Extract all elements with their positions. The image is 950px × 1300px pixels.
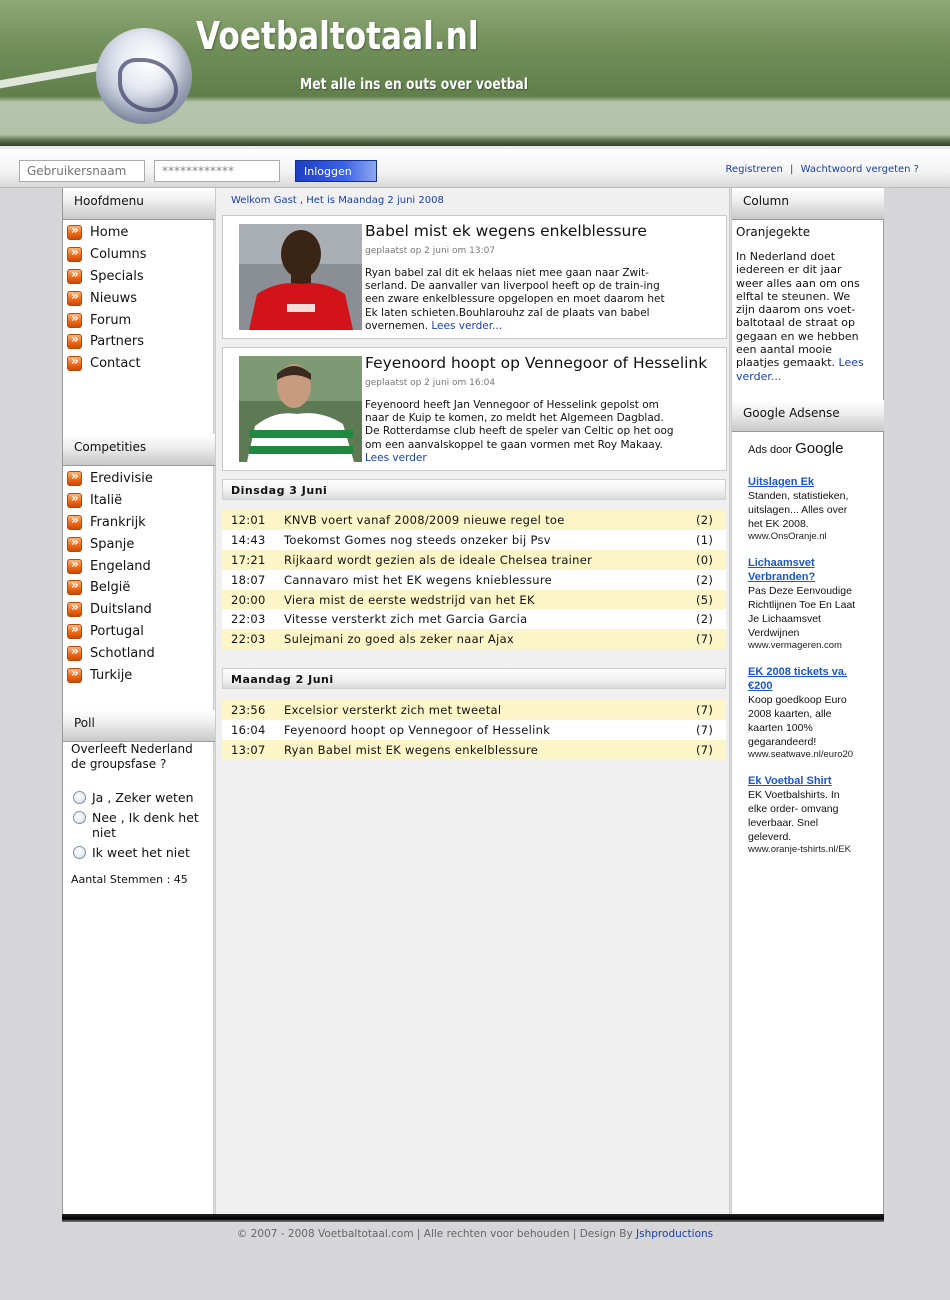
arrow-bullet-icon <box>67 313 82 328</box>
article-title[interactable]: Feyenoord hoopt op Vennegoor of Hesselink <box>365 354 708 372</box>
ad-text: Standen, statistieken, uitslagen... Alles over het EK 2008. <box>748 490 849 530</box>
radio-button[interactable] <box>73 791 86 804</box>
article-title[interactable]: Babel mist ek wegens enkelblessure <box>365 222 647 240</box>
footer <box>0 1228 950 1240</box>
article-meta: geplaatst op 2 juni om 13:07 <box>365 246 496 256</box>
competition-item[interactable] <box>67 555 155 577</box>
arrow-bullet-icon <box>67 225 82 240</box>
news-time: 18:07 <box>231 572 266 587</box>
ad-text: Koop goedkoop Euro 2008 kaarten, alle kaarten 100% gegarandeerd! <box>748 694 847 748</box>
main-menu <box>67 222 147 375</box>
news-time: 12:01 <box>231 512 266 527</box>
arrow-bullet-icon <box>67 269 82 284</box>
competition-label: België <box>90 580 131 596</box>
news-headline[interactable]: Feyenoord hoopt op Vennegoor of Hesselink <box>284 722 551 737</box>
comment-count: (7) <box>696 632 714 647</box>
news-headline[interactable]: Toekomst Gomes nog steeds onzeker bij Psv <box>284 532 551 547</box>
left-divider <box>213 188 216 1216</box>
ad-url[interactable]: www.OnsOranje.nl <box>748 531 827 542</box>
competition-label: Eredivisie <box>90 471 153 487</box>
news-row[interactable] <box>222 550 726 570</box>
comment-count: (2) <box>696 512 714 527</box>
news-time: 20:00 <box>231 592 266 607</box>
register-link[interactable]: Registreren <box>725 164 783 175</box>
news-row[interactable] <box>222 510 726 530</box>
ad-title[interactable]: Lichaamsvet Verbranden? <box>748 557 816 583</box>
column-heading: Column <box>732 188 884 220</box>
main-menu-item[interactable] <box>67 309 147 331</box>
poll-option-2[interactable] <box>71 810 211 840</box>
news-headline[interactable]: Rijkaard wordt gezien als de ideale Chelsea trainer <box>284 552 593 567</box>
main-menu-item[interactable] <box>67 287 147 309</box>
arrow-bullet-icon <box>67 334 82 349</box>
article-body <box>365 267 675 333</box>
competitions-menu <box>67 468 155 686</box>
main-menu-item[interactable] <box>67 266 147 288</box>
main-menu-label: Nieuws <box>90 290 137 306</box>
arrow-bullet-icon <box>67 471 82 486</box>
competition-item[interactable] <box>67 621 155 643</box>
competition-label: Italië <box>90 493 123 509</box>
article-photo[interactable] <box>239 224 362 330</box>
article-photo[interactable] <box>239 356 362 462</box>
football-icon <box>96 28 192 124</box>
ads-heading: Google Adsense <box>732 400 884 432</box>
poll-heading: Poll <box>63 710 215 742</box>
ad-text: EK Voetbalshirts. In elke order- omvang leverbaar. Snel geleverd. <box>748 789 840 843</box>
ad-item <box>748 665 860 760</box>
news-list <box>222 510 726 649</box>
ad-item <box>748 774 860 855</box>
competition-label: Turkije <box>90 667 133 683</box>
article-meta: geplaatst op 2 juni om 16:04 <box>365 378 496 388</box>
poll-option-1[interactable] <box>71 790 211 805</box>
right-divider <box>729 188 732 1216</box>
competition-item[interactable] <box>67 490 155 512</box>
ad-item <box>748 475 860 542</box>
comment-count: (7) <box>696 742 714 757</box>
news-row[interactable] <box>222 530 726 550</box>
ad-item <box>748 556 860 651</box>
login-bar <box>0 146 950 188</box>
main-menu-label: Contact <box>90 356 141 372</box>
ads-block <box>748 440 860 869</box>
comment-count: (7) <box>696 722 714 737</box>
competition-label: Spanje <box>90 536 135 552</box>
main-menu-heading: Hoofdmenu <box>63 188 215 220</box>
comment-count: (0) <box>696 552 714 567</box>
news-time: 16:04 <box>231 722 266 737</box>
news-time: 22:03 <box>231 612 266 627</box>
day-heading: Dinsdag 3 Juni <box>222 479 726 500</box>
login-button[interactable]: Inloggen <box>295 160 377 182</box>
competition-item[interactable] <box>67 468 155 490</box>
arrow-bullet-icon <box>67 247 82 262</box>
competition-label: Engeland <box>90 558 151 574</box>
news-time: 13:07 <box>231 742 266 757</box>
designer-link[interactable]: Jshproductions <box>636 1228 714 1240</box>
main-menu-item[interactable] <box>67 222 147 244</box>
article-text: Feyenoord heeft Jan Vennegoor of Hesselink gepolst om naar de Kuip te komen, zo meldt het Algemeen Dagblad. De Rotterdamse club heeft de speler van Celtic op het oog om een aanvalskoppel te gaan vormen met Roy Makaay. <box>365 399 674 451</box>
welcome-message: Welkom Gast , Het is Maandag 2 juni 2008 <box>231 195 444 206</box>
news-headline[interactable]: Cannavaro mist het EK wegens knieblessure <box>284 572 552 587</box>
column-text: In Nederland doet iedereen er dit jaar weer alles aan om ons elftal te steunen. We zijn daarom ons voet-baltotaal de straat op gegaan en we hebben een aantal mooie plaatjes gemaakt. <box>736 250 860 370</box>
ads-by-label: Ads door <box>748 444 793 456</box>
main-menu-item[interactable] <box>67 244 147 266</box>
arrow-bullet-icon <box>67 559 82 574</box>
competition-item[interactable] <box>67 642 155 664</box>
news-time: 22:03 <box>231 632 266 647</box>
site-tagline: Met alle ins en outs over voetbal <box>300 75 528 93</box>
competition-label: Schotland <box>90 645 155 661</box>
main-menu-label: Forum <box>90 312 132 328</box>
competition-item[interactable] <box>67 533 155 555</box>
column-subtitle[interactable]: Oranjegekte <box>736 225 811 239</box>
arrow-bullet-icon <box>67 646 82 661</box>
password-input[interactable] <box>154 160 280 182</box>
account-links <box>725 164 919 175</box>
comment-count: (7) <box>696 702 714 717</box>
ad-url[interactable]: www.oranje-tshirts.nl/EK <box>748 844 851 855</box>
news-headline[interactable]: Sulejmani zo goed als zeker naar Ajax <box>284 632 515 647</box>
news-time: 14:43 <box>231 532 266 547</box>
news-row[interactable] <box>222 740 726 760</box>
main-menu-label: Specials <box>90 268 144 284</box>
google-logo: Google <box>795 440 844 457</box>
arrow-bullet-icon <box>67 493 82 508</box>
arrow-bullet-icon <box>67 624 82 639</box>
ad-url[interactable]: www.seatwave.nl/euro20 <box>748 749 854 760</box>
forgot-password-link[interactable]: Wachtwoord vergeten ? <box>800 164 919 175</box>
ad-title[interactable]: Ek Voetbal Shirt <box>748 775 832 787</box>
news-time: 17:21 <box>231 552 266 567</box>
day-heading: Maandag 2 Juni <box>222 668 726 689</box>
main-menu-label: Partners <box>90 334 145 350</box>
news-headline[interactable]: Vitesse versterkt zich met Garcia Garcia <box>284 612 528 627</box>
comment-count: (5) <box>696 592 714 607</box>
column-read-more-link[interactable]: Lees verder... <box>736 356 864 383</box>
competition-item[interactable] <box>67 577 155 599</box>
news-row[interactable] <box>222 700 726 720</box>
link-separator: | <box>790 164 794 175</box>
ads-list <box>748 475 860 855</box>
competition-label: Portugal <box>90 623 144 639</box>
main-menu-label: Home <box>90 225 129 241</box>
news-time: 23:56 <box>231 702 266 717</box>
ad-url[interactable]: www.vermageren.com <box>748 640 842 651</box>
username-input[interactable] <box>19 160 145 182</box>
main-menu-item[interactable] <box>67 353 147 375</box>
ad-text: Pas Deze Eenvoudige Richtlijnen Toe En Laat Je Lichaamsvet Verdwijnen <box>748 585 856 639</box>
poll-option-3[interactable] <box>71 845 211 860</box>
site-title[interactable]: Voetbaltotaal.nl <box>196 14 479 58</box>
article-body <box>365 399 675 465</box>
arrow-bullet-icon <box>67 515 82 530</box>
arrow-bullet-icon <box>67 580 82 595</box>
competitions-heading: Competities <box>63 434 215 466</box>
main-menu-item[interactable] <box>67 331 147 353</box>
poll-option-label: Ja , Zeker weten <box>92 790 194 805</box>
poll-vote-count: Aantal Stemmen : 45 <box>71 873 188 886</box>
comment-count: (2) <box>696 572 714 587</box>
read-more-link[interactable]: Lees verder... <box>431 319 503 332</box>
poll-option-label: Ik weet het niet <box>92 845 190 860</box>
frame-bottom-edge <box>62 1214 884 1222</box>
news-row[interactable] <box>222 590 726 610</box>
poll-question: Overleeft Nederland de groupsfase ? <box>71 742 193 771</box>
ads-attribution[interactable] <box>748 440 860 457</box>
news-row[interactable] <box>222 629 726 649</box>
news-row[interactable] <box>222 609 726 629</box>
poll-option-label: Nee , Ik denk het niet <box>92 810 199 840</box>
footer-text: © 2007 - 2008 Voetbaltotaal.com | Alle rechten voor behouden | Design By <box>236 1228 637 1240</box>
column-body <box>736 250 868 383</box>
arrow-bullet-icon <box>67 537 82 552</box>
news-list <box>222 700 726 760</box>
news-headline[interactable]: Ryan Babel mist EK wegens enkelblessure <box>284 742 539 757</box>
competition-item[interactable] <box>67 664 155 686</box>
article-text: Ryan babel zal dit ek helaas niet mee gaan naar Zwit-serland. De aanvaller van liverpool heeft op de train-ing een zware enkelblessure opgelopen en moet daarom het Ek laten schieten.Bouhlarouhz zal de plaats van babel overnemen. <box>365 267 665 332</box>
main-menu-label: Columns <box>90 247 147 263</box>
ad-title[interactable]: EK 2008 tickets va. €200 <box>748 666 848 692</box>
arrow-bullet-icon <box>67 668 82 683</box>
radio-button[interactable] <box>73 846 86 859</box>
radio-button[interactable] <box>73 811 86 824</box>
news-headline[interactable]: Excelsior versterkt zich met tweetal <box>284 702 502 717</box>
news-row[interactable] <box>222 570 726 590</box>
competition-item[interactable] <box>67 512 155 534</box>
comment-count: (2) <box>696 612 714 627</box>
arrow-bullet-icon <box>67 602 82 617</box>
news-headline[interactable]: KNVB voert vanaf 2008/2009 nieuwe regel toe <box>284 512 565 527</box>
competition-label: Frankrijk <box>90 514 146 530</box>
news-row[interactable] <box>222 720 726 740</box>
site-header <box>0 0 950 146</box>
comment-count: (1) <box>696 532 714 547</box>
read-more-link[interactable]: Lees verder <box>365 451 427 464</box>
article-card <box>222 347 727 471</box>
arrow-bullet-icon <box>67 291 82 306</box>
arrow-bullet-icon <box>67 356 82 371</box>
article-card <box>222 215 727 339</box>
competition-item[interactable] <box>67 599 155 621</box>
ad-title[interactable]: Uitslagen Ek <box>748 476 815 488</box>
competition-label: Duitsland <box>90 602 152 618</box>
news-headline[interactable]: Viera mist de eerste wedstrijd van het EK <box>284 592 535 607</box>
